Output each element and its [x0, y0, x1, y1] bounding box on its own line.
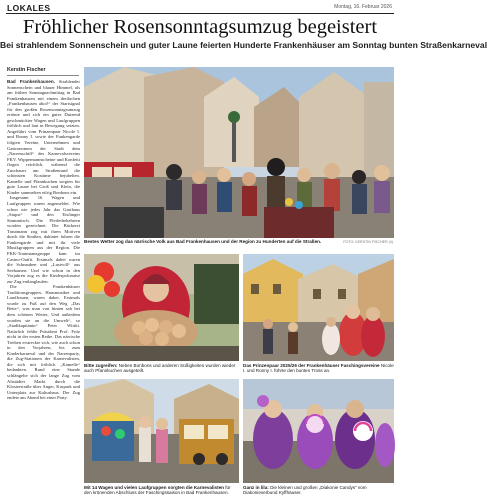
caption-main [84, 239, 339, 246]
caption-purple-candies [243, 485, 394, 497]
caption-main-text: Bestes Wetter zog das närrische Volk aus Bad Frankenhausen und der Region zu Hunderten auf die Straßen. [84, 239, 322, 244]
article-subheadline: Bei strahlendem Sonnenschein und guter Laune feierten Hunderte Frankenhäuser am Sonntag bunten Straßenkarneval [0, 40, 487, 50]
caption-candies-text: Die kleinen und großen „Diakonie Candys“ vom Diakonieverbund Kyffhäuser. [243, 485, 367, 496]
dateline: Bad Frankenhausen. [7, 79, 55, 84]
header-rule [6, 13, 394, 14]
section-label: LOKALES [7, 3, 51, 13]
article-paragraph-3: Die Frankenhäuser Traditionsgruppen, Hausmusiker und Landfrauen, waren dabei. Erstmals wurde zu Fuß auf den Weg „Das Bette“, was man von hinten sah bei dem schönen Wetter, Und außerdem wurden sie an die Umwelt“, so „Stadtkapitänin“ Peter Wittitt. Natürlich fehlte Präsident Prof. Fritz nicht in der ersten Reihe. Das närrische Treiben erstreckte sich, wie auch schon in den Vorjahren, bis zum Kinderkarneval und der Narrenparty, die Zug-Stationen der Karnevalisten, die sich mit fröhlich „Kamelle“ bedankten. Rund eine Stunde schlängelte sich der lange Zug vom Altstädter Markt durch die Klosterstraße über Anger, Kurpark und Unterplatz zur Kulturhaus. Der Zug endete am Abend bei einer Party. [7, 284, 80, 401]
caption-pastries-bold: Bitte zugreifen: [84, 363, 118, 368]
article-body [7, 79, 80, 492]
photo-parade-wagons [84, 379, 239, 483]
caption-prince-bold: Das Prinzenpaar 2025/26 der Frankenhäuser Faschingsvereine [243, 363, 380, 368]
caption-pastries [84, 363, 239, 375]
photo-main-crowd [84, 67, 394, 238]
article-paragraph-2: Insgesamt 16 Wagen und Laufgruppen waren angemeldet. Wie schon wie jedes Jahr das Gasthaus „Stupsi“ und den Eisfänger Stammtisch. Die Pfeiferbekehrten worden gezeichnet. Die Bäckerei Trautmann zog mit ihren Motiven durch die Straßen, dahinter fuhren die Funkengarde und mit ihr viele Musikgruppen aus der Region. Die FKK-Traumtanzgruppe kam im Casino-Outfit. Erstmals dabei waren die Schnauben und „Lustvoll“ aus Seehausen. Und wie schon in den Vorjahren zog es die Kinderpolonaise zur Zug entlanglaufen. [7, 195, 80, 284]
article-headline: Fröhlicher Rosensonntagsumzug begeistert [22, 16, 378, 38]
caption-parade-text: für den krönenden Abschluss der Faschingssaison in Bad Frankenhausen. [84, 485, 231, 496]
photo-prince-couple [243, 254, 394, 361]
caption-prince-couple [243, 363, 394, 375]
caption-prince-text: Nicole I. und Ronny I. führte den bunten Tross an. [243, 363, 394, 374]
photo-credit: FOTO: KERSTIN FISCHER (4) [343, 240, 393, 244]
issue-date: Montag, 16. Februar 2026 [334, 4, 392, 10]
caption-pastries-text: Neben Bonbons und anderen Süßigkeiten wurden wieder auch Pfannkuchen ausgeteilt. [84, 363, 236, 374]
caption-parade-bold: Mit 14 Wagen und vielen Laufgruppen sorgten die Karnevalisten [84, 485, 224, 490]
caption-parade-wagons [84, 485, 239, 497]
byline-rule [7, 75, 79, 76]
article-paragraph-1 [7, 79, 80, 195]
caption-candies-bold: Ganz in lila: [243, 485, 269, 490]
paragraph-text: Strahlender Sonnenschein und blauer Himmel, als am frühen Sonntagnachmittag in Bad Frankenhausen mit einem dreifachen „Frankenhausen ahoi!“ der Startsignal für den großen Rosensonntagsumzug ertönte und sich ein gutes Dutzend geschmückter Wagen und Laufgruppen fröhlich und laut in Bewegung setzten. Angeführt vom Prinzenpaar Nicole I. und Ronny I. sowie der Funkengarde folgten Vereine, Unternehmen und Gastronomen der Stadt dem „Narrenschiff“ des Karnevalsvereins FKV. Wippermannscheine und Konfetti flogen reichlich, während die Zuschauer am Straßenrand die schönsten Kostüme bejubelten. Kamelle und Pfannkuchen sorgten für gute Laune bei Groß und Klein, die Kinder sammelten eifrig Bonbons ein. [7, 79, 80, 195]
byline: Kerstin Fischer [7, 67, 46, 73]
photo-purple-candies [243, 379, 394, 483]
photo-pastries [84, 254, 239, 361]
